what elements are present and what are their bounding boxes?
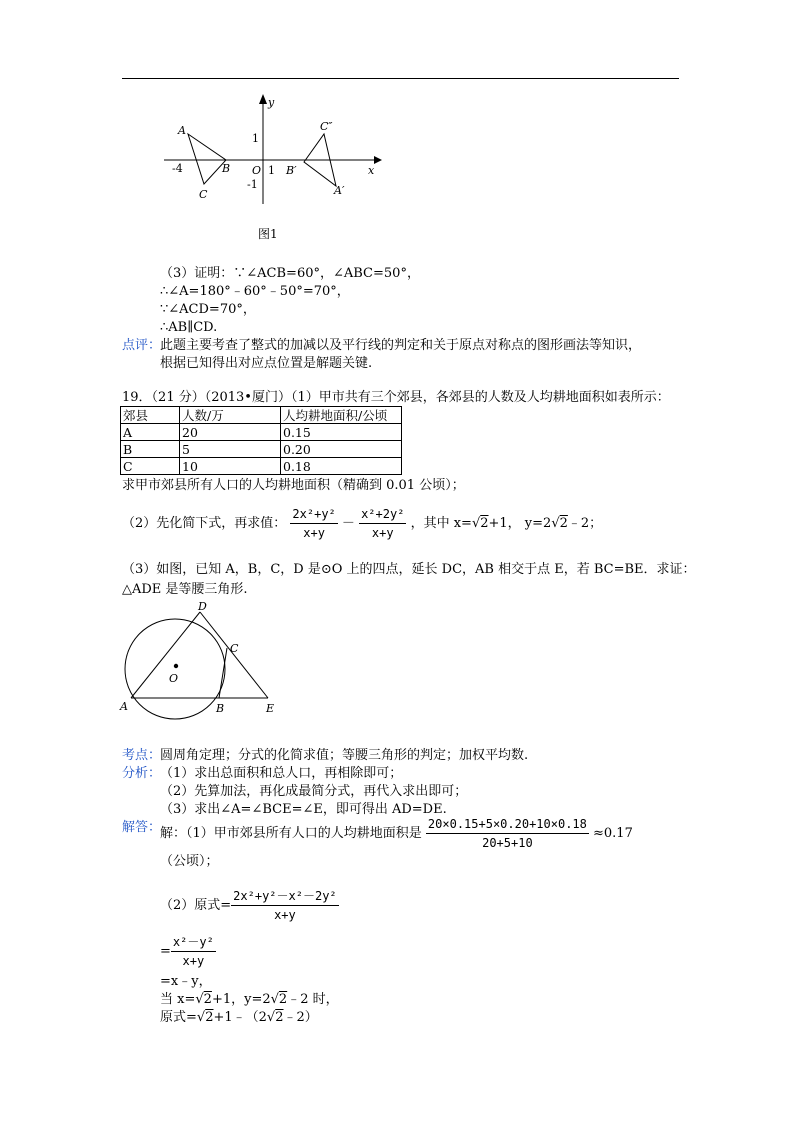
q19-part3-line2: △ADE 是等腰三角形. <box>122 582 248 597</box>
figure1-caption: 图1 <box>258 227 278 241</box>
label-c: C <box>199 188 208 201</box>
solution-1-prefix: 解：（1）甲市郊县所有人口的人均耕地面积是 <box>160 826 422 841</box>
part2-frac-1: $\frac{\text{2x²+y²}}{x+y}$ <box>292 507 336 540</box>
part2-cond-a: ，其中 x= <box>410 516 472 531</box>
figure1-coordinate-plane <box>160 90 390 250</box>
part2-minus: － <box>341 516 355 531</box>
part2-prefix: （2）先化简下式，再求值： <box>122 516 287 531</box>
table-row <box>121 441 402 458</box>
part2-sqrt-a: 2 <box>480 516 489 531</box>
part2-cond-c: ﹣2； <box>567 516 603 531</box>
part2-cond-b: +1， y=2 <box>488 516 552 531</box>
proof-line-2: ∴∠A=180°﹣60°﹣50°=70°， <box>160 284 350 299</box>
circle-o <box>125 619 225 719</box>
q19-part2: （2）先化简下式，再求值： $\frac{\text{2x²+y²}}{x+y}$ － $\frac{\text{x²+2y²}}{x+y}$ ，其中 x=√2+1， y=2√2﹣2； <box>122 507 603 540</box>
fenxi-line-3: （3）求出∠A=∠BCE=∠E，即可得出 AD=DE. <box>160 802 447 817</box>
kaodian-text: 圆周角定理；分式的化简求值；等腰三角形的判定；加权平均数. <box>160 748 529 763</box>
table-row <box>121 458 402 475</box>
segment-ad <box>131 612 200 698</box>
solution-1-result: ≈0.17 <box>593 826 633 841</box>
y-axis-label: y <box>268 96 275 109</box>
solution-3-prefix: = <box>160 944 171 959</box>
table-header-row <box>121 407 402 424</box>
fenxi-line-2: （2）先算加法，再化成最简分式，再代入求出即可； <box>160 784 468 799</box>
label-b: B <box>216 702 225 715</box>
table-cell: 0.20 <box>281 441 402 458</box>
label-a: A <box>178 124 186 137</box>
label-c-prime: C″ <box>320 120 333 133</box>
table-cell: C <box>121 458 180 475</box>
triangle-abc <box>188 134 226 184</box>
solution-1-unit: （公顷）； <box>160 854 219 869</box>
origin-label: O <box>252 164 262 177</box>
label-b-prime: B′ <box>286 164 297 177</box>
solution-3-fraction: $\frac{\text{x²－y²}}{x+y}$ <box>172 935 214 968</box>
fenxi-label: 分析： <box>122 766 162 781</box>
center-dot <box>174 664 178 668</box>
part2-frac-2: $\frac{\text{x²+2y²}}{x+y}$ <box>361 507 405 540</box>
table-cell: 20 <box>180 424 281 441</box>
tick-y1: 1 <box>252 132 259 145</box>
part2-sqrt-b: 2 <box>559 516 568 531</box>
y-axis-arrow <box>259 94 267 104</box>
q19-ask1: 求甲市郊县所有人口的人均耕地面积（精确到 0.01 公顷）； <box>122 478 465 493</box>
proof-line-4: ∴AB∥CD. <box>160 320 218 335</box>
review-line-1: 此题主要考查了整式的加减以及平行线的判定和关于原点对称点的图形画法等知识， <box>160 338 642 353</box>
table-row <box>121 424 402 441</box>
table-header-cell: 人均耕地面积/公顷 <box>281 407 402 424</box>
solution-3 <box>160 934 216 969</box>
figure2-circle-diagram <box>116 596 296 722</box>
table-cell: 0.15 <box>281 424 402 441</box>
label-a-prime: A′ <box>334 184 345 197</box>
label-b: B <box>222 162 231 175</box>
label-e: E <box>266 702 275 715</box>
label-d: D <box>198 600 207 613</box>
kaodian-label: 考点： <box>122 748 162 763</box>
q19-part3-line1: （3）如图，已知 A，B，C，D 是⊙O 上的四点，延长 DC，AB 相交于点 E，若 BC=BE．求证： <box>122 562 696 577</box>
table-header-cell: 郊县 <box>121 407 180 424</box>
fenxi-line-1: （1）求出总面积和总人口，再相除即可； <box>160 766 403 781</box>
jieda-label: 解答： <box>122 820 162 835</box>
segment-de <box>200 612 268 698</box>
label-o: O <box>169 672 179 685</box>
solution-5: 当 x=√2+1，y=2√2﹣2 时， <box>160 992 339 1007</box>
proof-line-1: （3）证明：∵∠ACB=60°，∠ABC=50°， <box>160 266 420 281</box>
solution-2-prefix: （2）原式= <box>160 898 232 913</box>
q19-heading: 19．（21 分）（2013•厦门）（1）甲市共有三个郊县，各郊县的人数及人均耕地面积如表所示： <box>122 390 670 405</box>
table-cell: A <box>121 424 180 441</box>
solution-2-fraction: $\frac{\text{2x²+y²－x²－2y²}}{x+y}$ <box>233 889 337 922</box>
population-table <box>120 406 402 475</box>
table-cell: 10 <box>180 458 281 475</box>
solution-1-fraction: $\frac{20\times 0.15+5\times 0.20+10\times 0.18}{20+5+10}$ <box>427 817 587 850</box>
label-a: A <box>120 700 128 713</box>
x-axis-arrow <box>374 156 382 164</box>
solution-2 <box>160 888 339 923</box>
table-header-cell: 人数/万 <box>180 407 281 424</box>
table-cell: 5 <box>180 441 281 458</box>
table-cell: B <box>121 441 180 458</box>
solution-4: =x﹣y， <box>160 974 212 989</box>
x-axis-label: x <box>368 164 375 177</box>
proof-line-3: ∵∠ACD=70°， <box>160 302 256 317</box>
header-rule <box>122 78 679 79</box>
tick-x1: 1 <box>268 164 275 177</box>
tick-xm4: -4 <box>172 162 183 175</box>
tick-ym1: -1 <box>247 178 258 191</box>
table-cell: 0.18 <box>281 458 402 475</box>
solution-1 <box>160 816 633 851</box>
review-label: 点评： <box>122 338 162 353</box>
review-line-2: 根据已知得出对应点位置是解题关键. <box>160 356 373 371</box>
solution-6: 原式=√2+1﹣（2√2﹣2） <box>160 1010 318 1025</box>
label-c: C <box>230 642 239 655</box>
